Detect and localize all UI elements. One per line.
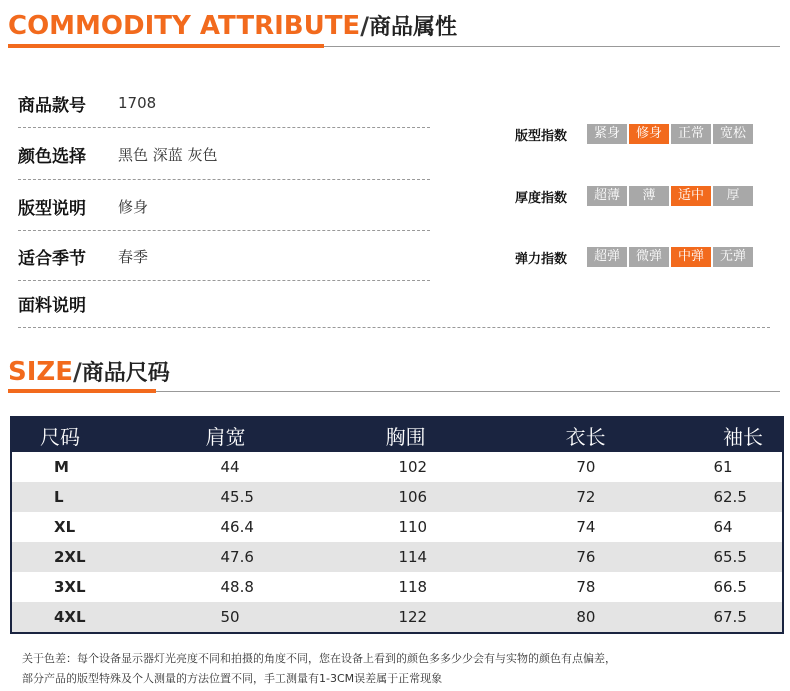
- attribute-title-cn: 商品属性: [368, 15, 457, 40]
- size-table: [10, 416, 784, 634]
- index-option: 超弹: [587, 247, 627, 267]
- table-row: [12, 452, 782, 482]
- table-row: [12, 572, 782, 602]
- divider: [18, 127, 430, 128]
- index-fit: [515, 123, 753, 145]
- header-cell: 袖长: [722, 424, 763, 449]
- index-option-selected: 中弹: [671, 247, 711, 267]
- index-option: 无弹: [713, 247, 753, 267]
- table-cell: 78: [576, 578, 596, 596]
- table-cell: 114: [398, 548, 428, 566]
- attr-key: 面料说明: [18, 295, 86, 316]
- attribute-title-en: COMMODITY ATTRIBUTE: [8, 11, 361, 41]
- table-cell: 110: [398, 518, 428, 536]
- table-cell: L: [54, 488, 64, 506]
- title-slash: /: [360, 12, 369, 40]
- table-cell: 3XL: [54, 578, 86, 596]
- attr-value: 1708: [118, 94, 157, 112]
- attribute-section-title: [8, 10, 457, 41]
- table-cell: 47.6: [220, 548, 254, 566]
- index-option: 厚: [713, 186, 753, 206]
- table-cell: 72: [576, 488, 596, 506]
- table-cell: 66.5: [713, 578, 747, 596]
- table-cell: 118: [398, 578, 428, 596]
- attr-value: 黑色 深蓝 灰色: [118, 145, 218, 164]
- index-option: 紧身: [587, 124, 627, 144]
- index-option: 宽松: [713, 124, 753, 144]
- divider-long: [18, 327, 770, 328]
- index-option: 超薄: [587, 186, 627, 206]
- attr-value: 修身: [118, 197, 149, 216]
- attr-key: 版型说明: [18, 198, 86, 219]
- attr-value: 春季: [118, 247, 149, 266]
- size-section-title: [8, 356, 170, 387]
- table-row: [12, 482, 782, 512]
- table-cell: 65.5: [713, 548, 747, 566]
- table-cell: 122: [398, 608, 428, 626]
- divider: [18, 230, 430, 231]
- size-title-en: SIZE: [8, 357, 74, 387]
- attr-key: 适合季节: [18, 248, 86, 269]
- table-cell: 67.5: [713, 608, 747, 626]
- table-row: [12, 602, 782, 632]
- table-row: [12, 512, 782, 542]
- table-cell: XL: [54, 518, 76, 536]
- table-cell: 45.5: [220, 488, 254, 506]
- header-cell: 胸围: [385, 424, 426, 449]
- attr-row-color: [18, 140, 430, 168]
- table-cell: 70: [576, 458, 596, 476]
- header-cell: 肩宽: [205, 424, 246, 449]
- table-cell: 48.8: [220, 578, 254, 596]
- index-key: 版型指数: [515, 128, 568, 144]
- size-table-header: [12, 418, 782, 452]
- note-line: 关于色差：每个设备显示器灯光亮度不同和拍摄的角度不同，您在设备上看到的颜色多多少少会有与实物的颜色有点偏差，: [22, 652, 616, 665]
- table-cell: 76: [576, 548, 596, 566]
- table-cell: 4XL: [54, 608, 86, 626]
- table-row: [12, 542, 782, 572]
- table-cell: M: [54, 458, 69, 476]
- index-option: 薄: [629, 186, 669, 206]
- title-underline: [8, 389, 156, 393]
- table-cell: 64: [713, 518, 733, 536]
- index-option: 正常: [671, 124, 711, 144]
- size-title-cn: 商品尺码: [81, 361, 170, 386]
- table-cell: 80: [576, 608, 596, 626]
- table-cell: 46.4: [220, 518, 254, 536]
- table-cell: 74: [576, 518, 596, 536]
- divider: [18, 280, 430, 281]
- divider: [18, 179, 430, 180]
- table-cell: 102: [398, 458, 428, 476]
- index-option-selected: 适中: [671, 186, 711, 206]
- index-elasticity: [515, 246, 753, 268]
- index-thickness: [515, 185, 753, 207]
- table-cell: 62.5: [713, 488, 747, 506]
- title-slash: /: [73, 358, 82, 386]
- index-option-selected: 修身: [629, 124, 669, 144]
- index-key: 厚度指数: [515, 190, 568, 206]
- title-rule: [156, 391, 780, 392]
- header-cell: 衣长: [565, 424, 606, 449]
- attr-row-fabric: [18, 289, 430, 317]
- index-key: 弹力指数: [515, 251, 568, 267]
- attr-row-season: [18, 242, 430, 270]
- table-cell: 2XL: [54, 548, 86, 566]
- title-rule: [324, 46, 780, 47]
- note-line: 部分产品的版型特殊及个人测量的方法位置不同，手工测量有1-3CM误差属于正常现象: [22, 672, 443, 685]
- attr-key: 颜色选择: [18, 146, 86, 167]
- title-underline: [8, 44, 324, 48]
- attr-row-style-no: [18, 89, 430, 117]
- table-cell: 106: [398, 488, 428, 506]
- table-cell: 44: [220, 458, 240, 476]
- attr-key: 商品款号: [18, 95, 86, 116]
- attr-row-fit: [18, 192, 430, 220]
- index-option: 微弹: [629, 247, 669, 267]
- table-cell: 50: [220, 608, 240, 626]
- table-cell: 61: [713, 458, 733, 476]
- header-cell: 尺码: [40, 424, 80, 449]
